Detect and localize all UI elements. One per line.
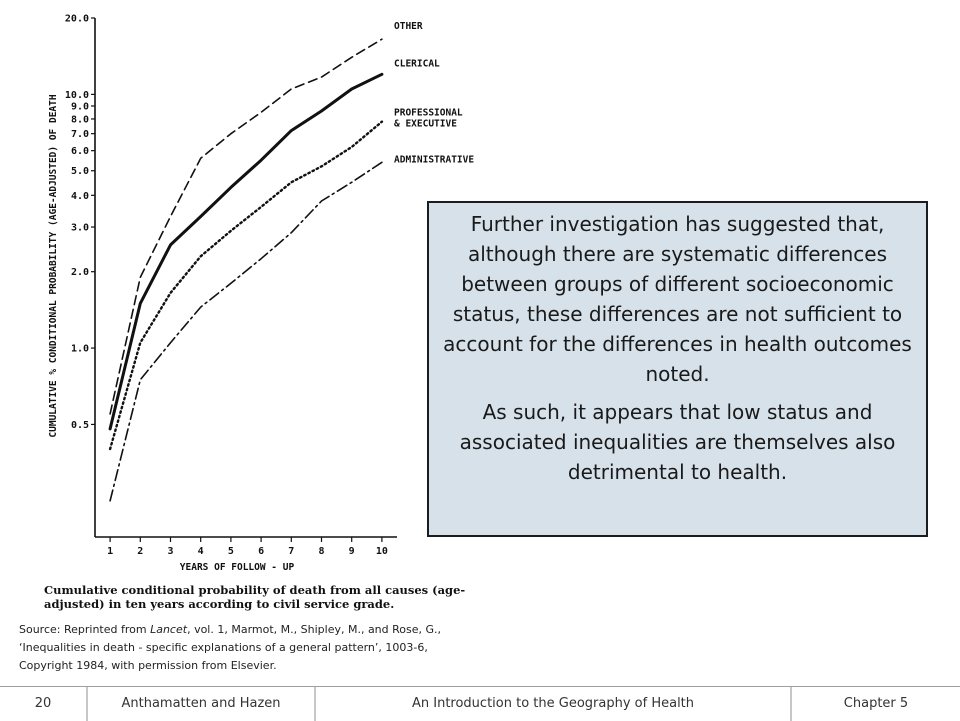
chart-series xyxy=(110,39,382,501)
x-axis-ticks xyxy=(107,537,388,557)
series-label: ADMINISTRATIVE xyxy=(394,154,475,166)
series-labels xyxy=(394,21,474,165)
y-axis-label: CUMULATIVE % CONDITIONAL PROBABILITY (AGE-ADJUSTED) OF DEATH xyxy=(48,94,59,438)
footer-chapter: Chapter 5 xyxy=(843,696,909,711)
x-tick-label: 5 xyxy=(227,546,234,557)
x-tick-label: 3 xyxy=(167,546,174,557)
x-tick-label: 4 xyxy=(197,546,204,557)
y-tick-label: 10.0 xyxy=(64,89,89,101)
y-tick-label: 8.0 xyxy=(70,114,89,126)
source-prefix: Source: Reprinted from xyxy=(19,623,151,636)
chart-caption-line-2: adjusted) in ten years according to civil service grade. xyxy=(44,597,395,611)
x-axis-label: YEARS OF FOLLOW - UP xyxy=(179,562,295,573)
y-tick-label: 0.5 xyxy=(70,419,89,431)
series-line-clerical xyxy=(110,74,382,429)
source-citation xyxy=(19,621,469,675)
footer-authors: Anthamatten and Hazen xyxy=(121,696,281,711)
y-tick-label: 3.0 xyxy=(70,222,89,234)
y-tick-label: 20.0 xyxy=(64,13,89,25)
y-tick-label: 6.0 xyxy=(70,146,89,158)
series-label: PROFESSIONAL xyxy=(394,107,463,119)
y-tick-label: 1.0 xyxy=(70,343,89,355)
explanation-textbox xyxy=(427,201,928,537)
x-tick-label: 2 xyxy=(137,546,144,557)
footer-book-title: An Introduction to the Geography of Health xyxy=(411,696,695,711)
y-tick-label: 9.0 xyxy=(70,101,89,113)
page-number: 20 xyxy=(34,696,52,711)
chart-caption-line-1: Cumulative conditional probability of death from all causes (age- xyxy=(44,583,466,597)
x-tick-label: 10 xyxy=(375,546,388,557)
y-tick-label: 4.0 xyxy=(70,190,89,202)
y-axis-ticks xyxy=(65,14,95,431)
y-tick-label: 5.0 xyxy=(70,166,89,178)
source-details: , vol. 1, Marmot, M., Shipley, M., and Rose, G., ‘Inequalities in death - specific explanations of a general pattern’, 1003-6, Copyright 1984, with permission from Elsevier. xyxy=(19,623,442,672)
series-label: OTHER xyxy=(394,21,423,33)
series-label: & EXECUTIVE xyxy=(394,118,457,130)
y-tick-label: 7.0 xyxy=(70,129,89,141)
slide-footer xyxy=(0,686,960,721)
y-tick-label: 2.0 xyxy=(70,267,89,279)
series-label: CLERICAL xyxy=(394,58,440,70)
source-journal: Lancet xyxy=(150,623,188,636)
explanation-paragraph-1: Further investigation has suggested that, although there are systematic differences between groups of different socioeconomic status, these differences are not sufficient to account for the differences in health outcomes noted. xyxy=(443,212,912,386)
x-tick-label: 7 xyxy=(288,546,295,557)
mortality-chart xyxy=(0,0,490,612)
x-tick-label: 9 xyxy=(348,546,355,557)
explanation-paragraph-2: As such, it appears that low status and associated inequalities are themselves also detrimental to health. xyxy=(459,400,896,484)
x-tick-label: 1 xyxy=(107,546,114,557)
series-line-administrative xyxy=(110,162,382,501)
x-tick-label: 6 xyxy=(258,546,265,557)
x-tick-label: 8 xyxy=(318,546,325,557)
